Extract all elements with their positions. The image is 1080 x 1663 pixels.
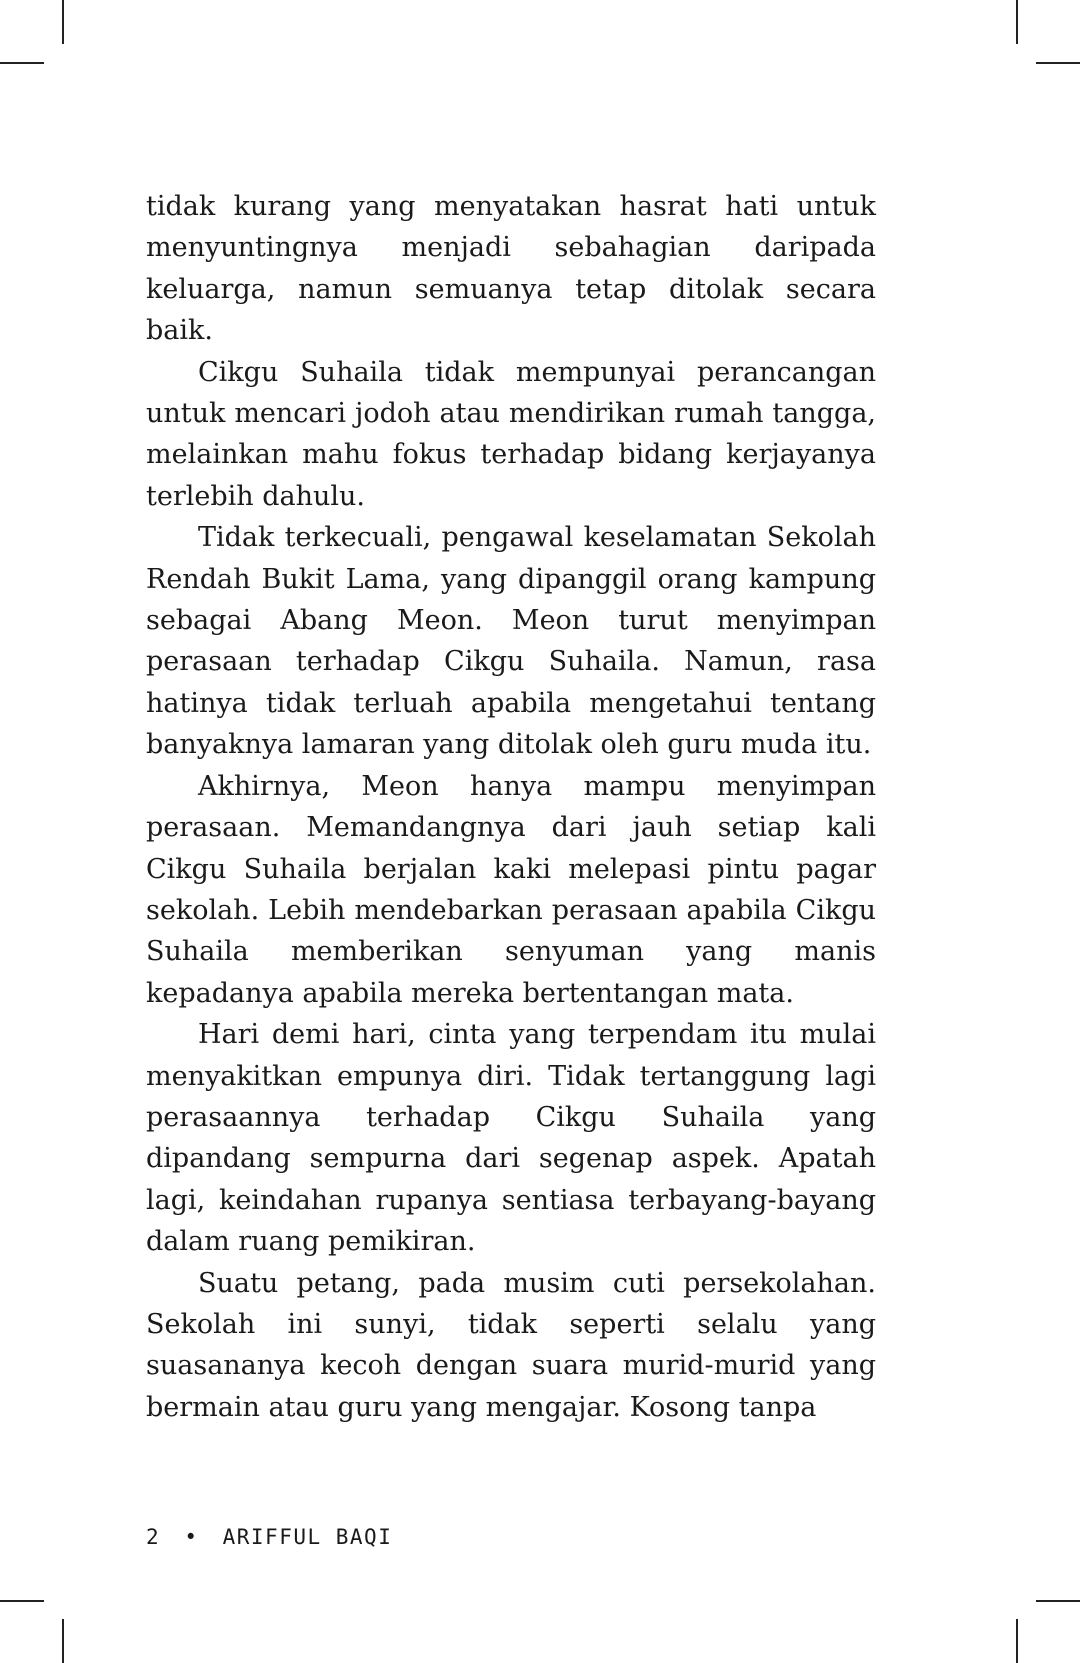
crop-mark-bottom-left-vertical [62, 1619, 64, 1663]
paragraph-3: Tidak terkecuali, pengawal keselamatan Sekolah Rendah Bukit Lama, yang dipanggil orang kampung sebagai Abang Meon. Meon turut menyimpan perasaan terhadap Cikgu Suhaila. Namun, rasa hatinya tidak terluah apabila mengetahui tentang banyaknya lamaran yang ditolak oleh guru muda itu. [146, 522, 876, 761]
paragraph-5: Hari demi hari, cinta yang terpendam itu mulai menyakitkan empunya diri. Tidak tertanggung lagi perasaannya terhadap Cikgu Suhaila yang dipandang sempurna dari segenap aspek. Apatah lagi, keindahan rupanya sentiasa terbayang-bayang dalam ruang pemikiran. [146, 1019, 876, 1258]
crop-mark-bottom-right-horizontal [1036, 1600, 1080, 1602]
crop-mark-bottom-left-horizontal [0, 1600, 44, 1602]
paragraph-2: Cikgu Suhaila tidak mempunyai perancangan untuk mencari jodoh atau mendirikan rumah tangga, melainkan mahu fokus terhadap bidang kerjayanya terlebih dahulu. [146, 356, 876, 512]
paragraph-4: Akhirnya, Meon hanya mampu menyimpan perasaan. Memandangnya dari jauh setiap kali Cikgu Suhaila berjalan kaki melepasi pintu pagar sekolah. Lebih mendebarkan perasaan apabila Cikgu Suhaila memberikan senyuman yang manis kepadanya apabila mereka bertentangan mata. [146, 770, 876, 1009]
crop-mark-top-left-horizontal [0, 62, 44, 64]
crop-mark-top-right-horizontal [1036, 62, 1080, 64]
author-name: ARIFFUL BAQI [222, 1525, 393, 1549]
paragraph-6: Suatu petang, pada musim cuti persekolahan. Sekolah ini sunyi, tidak seperti selalu yang suasananya kecoh dengan suara murid-murid yang bermain atau guru yang mengajar. Kosong tanpa [146, 1267, 876, 1423]
footer-separator: • [184, 1525, 199, 1549]
crop-mark-top-right-vertical [1016, 0, 1018, 44]
page-footer [146, 1525, 392, 1549]
page-number: 2 [146, 1525, 161, 1549]
crop-mark-bottom-right-vertical [1016, 1619, 1018, 1663]
paragraph-1: tidak kurang yang menyatakan hasrat hati untuk menyuntingnya menjadi sebahagian daripada keluarga, namun semuanya tetap ditolak secara baik. [146, 191, 876, 347]
crop-mark-top-left-vertical [62, 0, 64, 44]
page-body-text [146, 186, 876, 1428]
